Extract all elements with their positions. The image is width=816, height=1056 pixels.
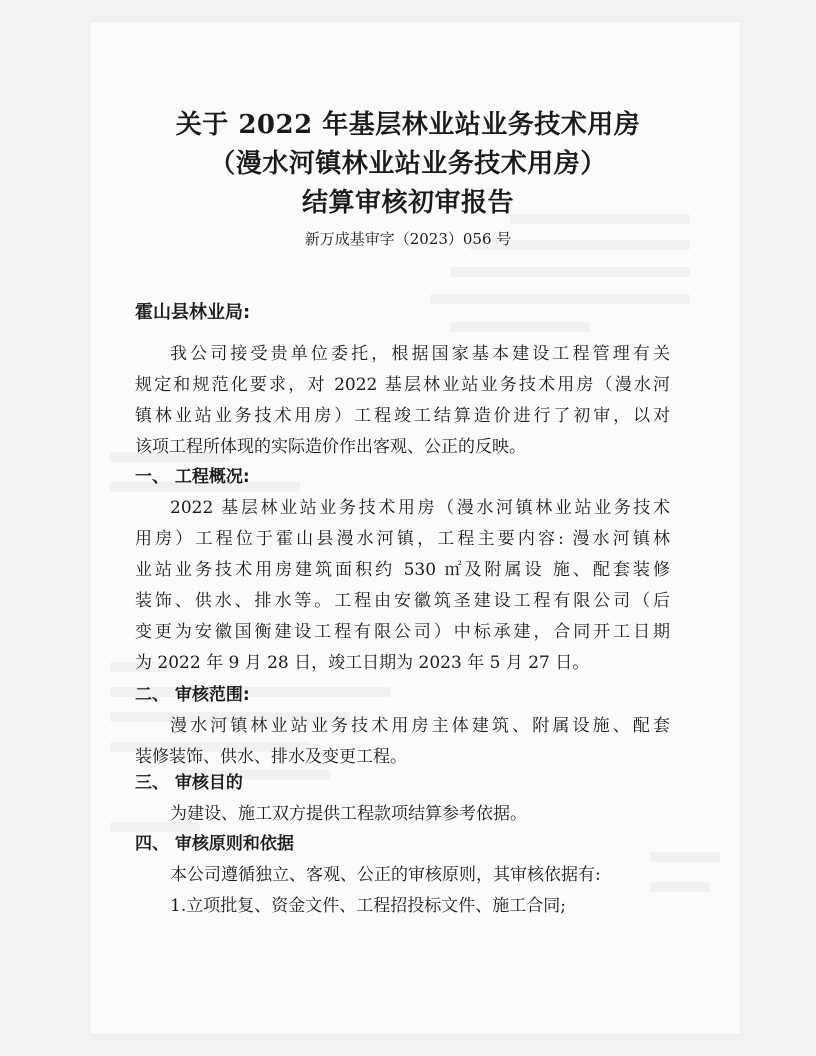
section-3-line-1: 为建设、施工双方提供工程款项结算参考依据。 bbox=[170, 804, 527, 824]
report-title-line-3: 结算审核初审报告 bbox=[301, 188, 514, 218]
report-title-line-2: （漫水河镇林业站业务技术用房） bbox=[209, 149, 607, 179]
section-4-line-2: 1.立项批复、资金文件、工程招投标文件、施工合同; bbox=[170, 896, 566, 916]
intro-line-3: 镇林业站业务技术用房）工程竣工结算造价进行了初审，以对 bbox=[135, 406, 670, 426]
section-1-line-1: 2022 基层林业站业务技术用房（漫水河镇林业站业务技术 bbox=[170, 498, 670, 518]
section-1-line-5: 变更为安徽国衡建设工程有限公司）中标承建，合同开工日期 bbox=[135, 622, 670, 642]
section-1-heading: 一、 工程概况: bbox=[135, 467, 250, 487]
intro-line-2: 规定和规范化要求，对 2022 基层林业站业务技术用房（漫水河 bbox=[135, 375, 670, 395]
section-1-line-6: 为 2022 年 9 月 28 日，竣工日期为 2023 年 5 月 27 日。 bbox=[135, 653, 590, 673]
report-title-line-1: 关于 2022 年基层林业站业务技术用房 bbox=[175, 110, 641, 140]
section-1-line-3: 业站业务技术用房建筑面积约 530 ㎡及附属设 施、配套装修 bbox=[135, 560, 670, 580]
section-2-line-1: 漫水河镇林业站业务技术用房主体建筑、附属设施、配套 bbox=[170, 716, 670, 736]
section-1-line-2: 用房）工程位于霍山县漫水河镇，工程主要内容: 漫水河镇林 bbox=[135, 529, 670, 549]
intro-line-1: 我公司接受贵单位委托，根据国家基本建设工程管理有关 bbox=[170, 344, 670, 364]
intro-line-4: 该项工程所体现的实际造价作出客观、公正的反映。 bbox=[135, 437, 526, 457]
section-2-line-2: 装修装饰、供水、排水及变更工程。 bbox=[135, 747, 407, 767]
section-1-line-4: 装饰、供水、排水等。工程由安徽筑圣建设工程有限公司（后 bbox=[135, 591, 670, 611]
section-4-heading: 四、 审核原则和依据 bbox=[135, 834, 294, 854]
addressee: 霍山县林业局: bbox=[135, 302, 251, 323]
section-3-heading: 三、 审核目的 bbox=[135, 773, 243, 793]
section-2-heading: 二、 审核范围: bbox=[135, 685, 250, 705]
document-number: 新万成基审字（2023）056 号 bbox=[304, 230, 512, 248]
section-4-line-1: 本公司遵循独立、客观、公正的审核原则，其审核依据有: bbox=[170, 865, 601, 885]
